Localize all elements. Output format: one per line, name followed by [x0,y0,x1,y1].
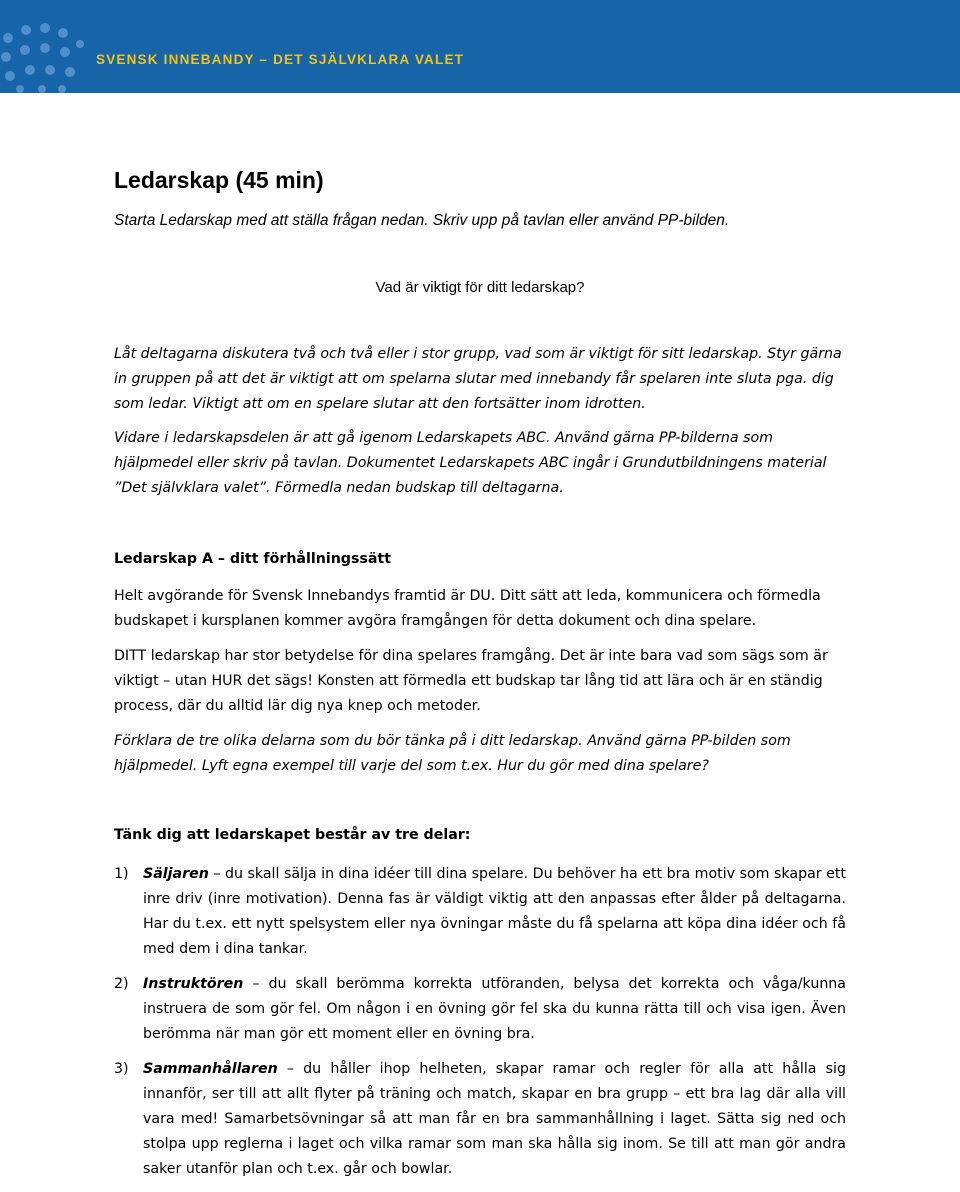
page-header [0,0,960,93]
section-a-paragraph-1: Helt avgörande för Svensk Innebandys framtid är DU. Ditt sätt att leda, kommunicera och förmedla budskapet i kursplanen kommer avgöra framgången för detta dokument och dina spelare. [114,588,821,629]
discussion-paragraph-2: Vidare i ledarskapsdelen är att gå igenom Ledarskapets ABC. Använd gärna PP-bilderna som hjälpmedel eller skriv på tavlan. Dokumentet Ledarskapets ABC ingår i Grundutbildningens material ”Det självklara valet”. Förmedla nedan budskap till deltagarna. [114,430,827,496]
document-body [114,164,846,1192]
section-a-heading: Ledarskap A – ditt förhållningssätt [114,551,391,567]
list-item-number: 3) [114,1061,129,1077]
section-a-paragraph-3: Förklara de tre olika delarna som du bör tänka på i ditt ledarskap. Använd gärna PP-bilden som hjälpmedel. Lyft egna exempel till varje del som t.ex. Hur du gör med dina spelare? [114,733,791,774]
list-item [114,1057,846,1182]
discussion-paragraph-1: Låt deltagarna diskutera två och två eller i stor grupp, vad som är viktigt för sitt ledarskap. Styr gärna in gruppen på att det är viktigt att om spelarna slutar med innebandy får spelaren inte sluta pga. dig som ledar. Viktigt att om en spelare slutar att den fortsätter inom idrotten. [114,346,842,412]
list-item-number: 2) [114,976,129,992]
list-item [114,862,846,962]
list-item-term: Sammanhållaren [143,1061,278,1077]
page-title: Ledarskap (45 min) [114,167,324,193]
key-question: Vad är viktigt för ditt ledarskap? [375,279,585,296]
list-item-number: 1) [114,866,129,882]
intro-text: Starta Ledarskap med att ställa frågan nedan. Skriv upp på tavlan eller använd PP-bilden. [114,212,730,229]
list-item-text: – du skall sälja in dina idéer till dina spelare. Du behöver ha ett bra motiv som skapar ett inre driv (inre motivation). Denna fas är väldigt viktig att den anpassas efter ålder på deltagarna. Har du t.ex. ett nytt spelsystem eller nya övningar måste du få spelarna att köpa dina idéer och få med dem i dina tankar. [143,866,846,957]
floorball-dots-icon [0,0,90,93]
section-a-paragraph-2: DITT ledarskap har stor betydelse för dina spelares framgång. Det är inte bara vad som sägs som är viktigt – utan HUR det sägs! Konsten att förmedla ett budskap tar lång tid att lära och är en ständig process, där du alltid lär dig nya knep och metoder. [114,648,828,714]
parts-heading: Tänk dig att ledarskapet består av tre delar: [114,827,471,843]
header-tagline: SVENSK INNEBANDY – DET SJÄLVKLARA VALET [96,52,465,67]
list-item [114,972,846,1047]
parts-list [114,862,846,1182]
list-item-term: Säljaren [143,866,209,882]
list-item-text: – du håller ihop helheten, skapar ramar och regler för alla att hålla sig innanför, ser till att allt flyter på träning och match, skapar en bra grupp – ett bra lag där alla vill vara med! Samarbetsövningar så att man får en bra sammanhållning i laget. Sätta sig ned och stolpa upp reglerna i laget och vilka ramar som man ska hålla sig inom. Se till att man gör andra saker utanför plan och t.ex. går och bowlar. [143,1061,846,1177]
list-item-text: – du skall berömma korrekta utföranden, belysa det korrekta och våga/kunna instruera de som gör fel. Om någon i en övning gör fel ska du kunna rätta till och visa igen. Även berömma när man gör ett moment eller en övning bra. [143,976,846,1042]
list-item-term: Instruktören [143,976,244,992]
